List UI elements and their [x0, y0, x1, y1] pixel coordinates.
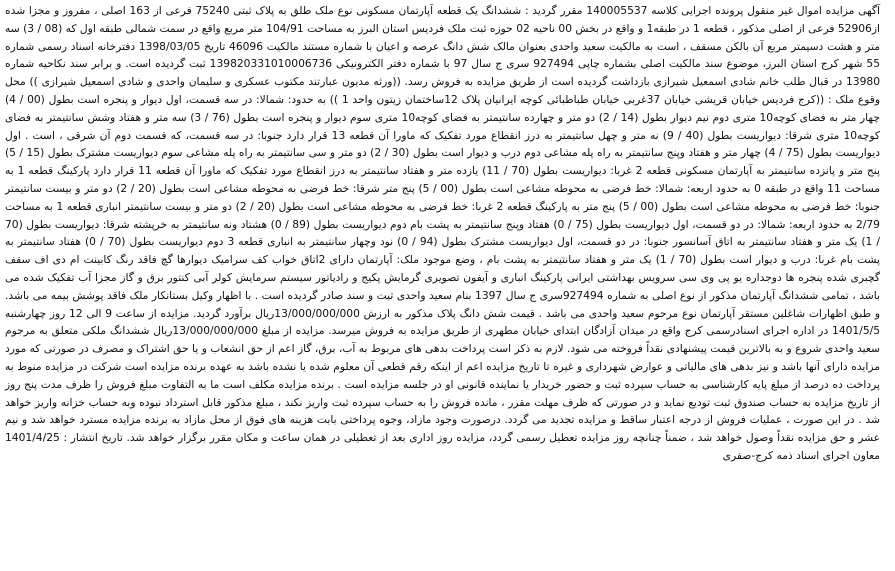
auction-notice-text: آگهی مزایده اموال غیر منقول پرونده اجرایی کلاسه 140005537 مقرر گردید : ششدانگ یک قطعه آپارتمان مسکونی نوع ملک طلق به پلاک ثبتی 75240 فرعی از 163 اصلی ، مفروز و مجزا شده از52906 فرعی از اصلی مذکور ، قطعه 1 در طبقه1 و واقع در بخش 00 ناحیه 02 حوزه ثبت ملک فردیس استان البرز به مساحت 104/91 متر مربع واقع در سمت شمالی طبقه اول که (08 / 3) سه متر و هشت دسیمتر مربع آن بالکن مسقف ، است به مالکیت سعید واحدی بعنوان مالک شش دانگ عرصه و اعیان با شماره مستند مالکیت 46096 تاریخ 1398/03/05 دفترخانه اسناد رسمی شماره 55 شهر کرج استان البرز، موضوع سند مالکیت اصلی بشماره چاپی 927494 سری ج سال 97 با شماره دفتر الکترونیکی 139820331010006736 ثبت گردیده است. و برابر سند نکاحیه شماره 13980 در قبال طلب خانم شادی اسمعیل شیرازی بازداشت گردیده است از طریق مزایده به فروش رسد. ((ورثه مدیون عبارتند مکتوب عسکری و سلیمان واحدی و شادی اسمعیل شیرازی )) محل وقوع ملک : ((کرج فردیس خیابان قریشی خیابان 37غربی خیابان طباطبائی کوچه ایرانیان پلاک 12ساختمان زیتون واحد 1 )) به حدود: شمالا: در سه قسمت، اول دیوار و پنجره است بطول (00 / 4) چهار متر به فضای کوچه10 متری دوم نیم دیوار بطول (14 / 2) دو متر و چهارده سانتیمتر به فضای کوچه10 متری سوم دیوار و پنجره است بطول (76 / 3) سه متر و هفتاد وشش سانتیمتر به فضای کوچه10 متری شرقا: دیواریست بطول (40 / 9) نه متر و چهل سانتیمتر به درز انقطاع مورد تفکیک که ماورا آن قطعه 13 قرار دارد جنوبا: در سه قسمت، که قسمت دوم آن شرقی ، است . اول دیواریست بطول (75 / 4) چهار متر و هفتاد وپنج سانتیمتر به راه پله مشاعی دوم درب و دیوار است بطول (30 / 2) دو متر و سی سانتیمتر به راه پله مشاعی سوم دیواریست مشترک بطول (15 / 5) پنج متر و پانزده سانتیمتر به آپارتمان مسکونی قطعه 2 غربا: دیواریست بطول (70 / 11) یازده متر و هفتاد سانتیمتر به درز انقطاع مورد تفکیک که ماورا آن قطعه 11 قرار دارد پارکینگ قطعه 1 به مساحت 11 واقع در طبقه 0 به حدود اربعه: شمالا: خط فرضی به محوطه مشاعی است بطول (00 / 5) پنج متر شرقا: خط فرضی به محوطه مشاعی است بطول (20 / 2) دو متر و بیست سانتیمتر جنوبا: خط فرضی به محوطه مشاعی است بطول (00 / 5) پنج متر به پارکینگ قطعه 2 غربا: خط فرضی به محوطه مشاعی است بطول (20 / 2) دو متر و بیست سانتیمتر انباری قطعه 1 به مساحت 2/79 به حدود اربعه: شمالا: در دو قسمت، اول دیواریست بطول (75 / 0) هفتاد وپنج سانتیمتر به پشت بام دوم دیواریست بطول (89 / 0) هشتاد ونه سانتیمتر به خرپشته شرقا: دیواریست بطول (70 / 1) یک متر و هفتاد سانتیمتر به اتاق آسانسور جنوبا: در دو قسمت، اول دیواریست مشترک بطول (94 / 0) نود وچهار سانتیمتر به انباری قطعه 3 دوم دیواریست بطول (70 / 0) هفتاد سانتیمتر به پشت بام غربا: درب و دیوار است بطول (70 / 1) یک متر و هفتاد سانتیمتر به پشت بام ، وضع موجود ملک: آپارتمان دارای 2اتاق خواب کف سرامیک دیوارها گچ فاقد رنگ کابینت ام دی اف سقف گچبری شده پنجره ها دوجداره یو پی وی سی سرویس بهداشتی ایرانی پارکینگ انباری و آیفون تصویری گرمایش پکیج و رادیاتور سیستم سرمایش کولر آبی کنتور برق و گاز مجزا آب تفکیک شده می باشد ، تمامی ششدانگ آپارتمان مذکور از نوع اصلی به شماره 927494سری ج سال 1397 بنام سعید واحدی ثبت و سند صادر گردیده است . با اظهار وکیل بستانکار ملک فاقد پوشش بیمه می باشد. و طبق اظهارات شاغلین مستقر آپارتمان نوع مرحوم سعید واحدی می باشد . قیمت شش دانگ پلاک مذکور به ارزش 13/000/000/000ریال برآورد گردید. مزایده از ساعت 9 الی 12 روز چهارشنبه 1401/5/5 در اداره اجرای اسنادرسمی کرج واقع در میدان آزادگان ابتدای خیابان مطهری از طریق مزایده به فروش میرسد. مزایده از مبلغ 13/000/000/000ریال ششدانگ ملکی متعلق به مرجوم سعید واحدی شروع و به بالاترین قیمت پیشنهادی نقداً فروخته می شود. لازم به ذکر است پرداخت بدهی های مربوط به آب، برق، گاز اعم از حق انشعاب و یا حق اشتراک و مصرف در صورتی که مورد مزایده دارای آنها باشد و نیز بدهی های مالیاتی و عوارض شهرداری و غیره تا تاریخ مزایده اعم از اینکه رقم قطعی آن معلوم شده یا نشده باشد به عهده برنده مزایده است شرکت در مزایده منوط به پرداخت ده درصد از مبلغ پایه کارشناسی به حساب سپرده ثبت و حضور خریدار یا نماینده قانونی او در جلسه مزایده است . برنده مزایده مکلف است ما به التفاوت مبلغ فروش را ظرف مدت پنج روز از تاریخ مزایده به حساب صندوق ثبت تودیع نماید و در صورتی که ظرف مهلت مقرر ، مانده فروش را به حساب سپرده ثبت واریز نکند ، مبلغ مذکور قابل استرداد نبوده وبه حساب خزانه واریز خواهد شد . در این صورت ، عملیات فروش از درجه اعتبار ساقط و مزایده تجدید می گردد. درصورت وجود مازاد، وجوه پرداختی بابت هزینه های فوق از محل مازاد به برنده مزایده مسترد خواهد شد و نیم عشر و حق مزایده نقداً وصول خواهد شد ، ضمناً چنانچه روز مزایده تعطیل رسمی گردد، مزایده روز اداری بعد از تعطیلی در همان ساعت و مکان مقرر برگزار خواهد شد. تاریخ انتشار : 1401/4/25 معاون اجرای اسناد ذمه کرج-صفری — [5, 4, 881, 462]
